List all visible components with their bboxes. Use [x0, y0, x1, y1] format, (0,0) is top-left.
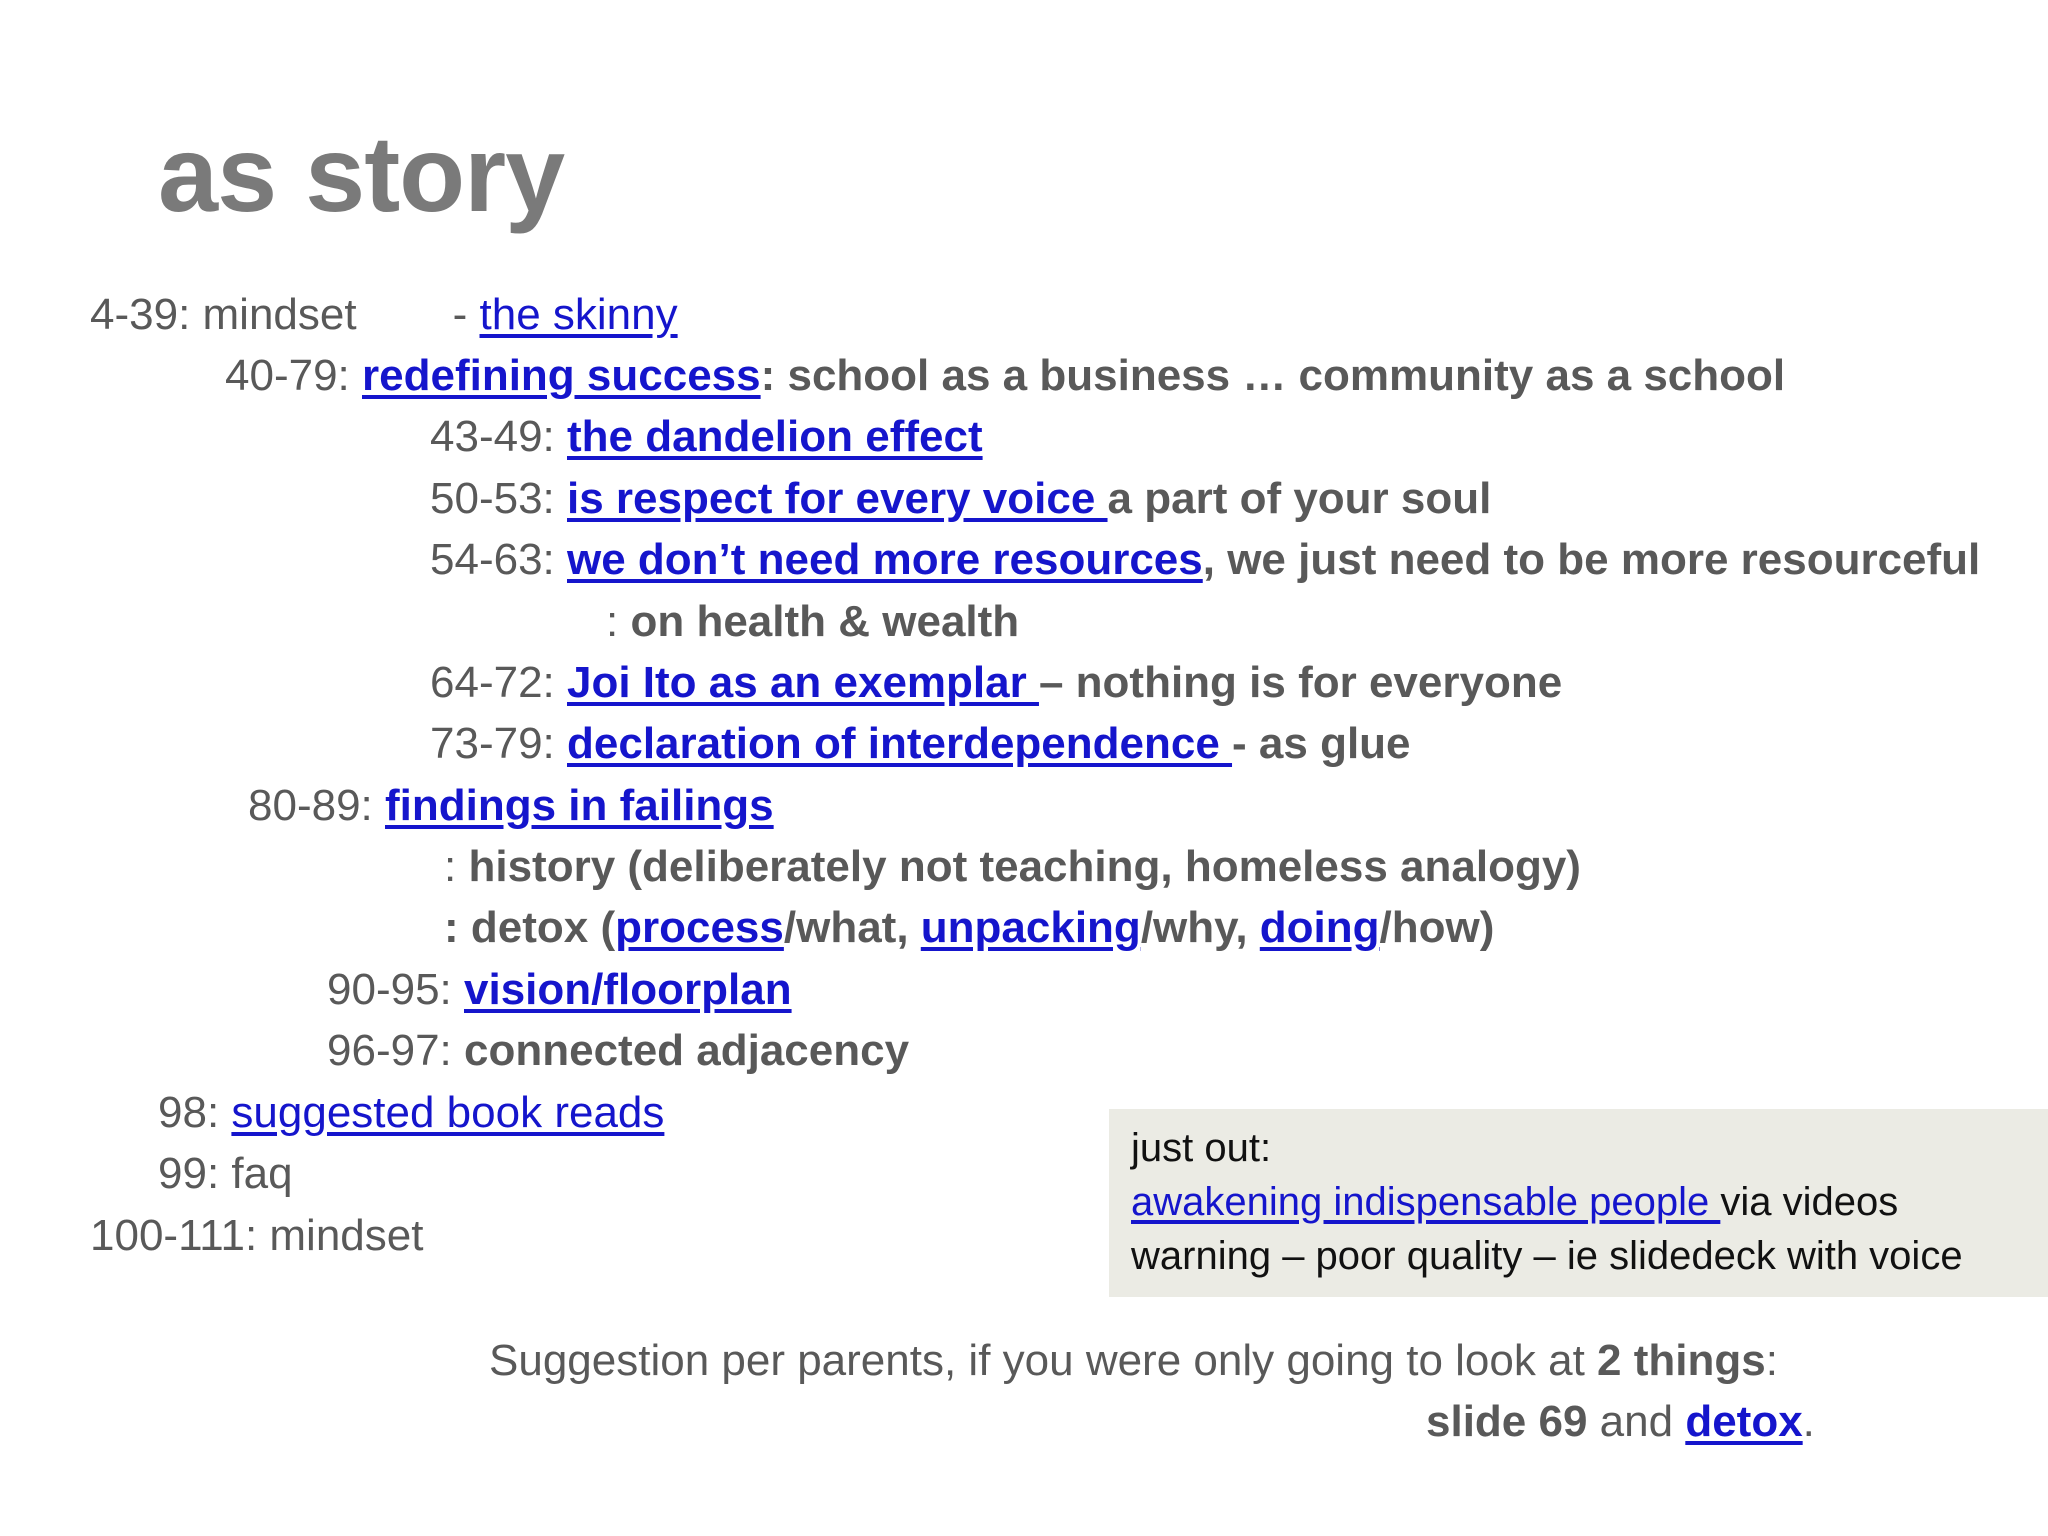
outline-line-16: [90, 1210, 423, 1262]
callout-line-2: [1131, 1177, 1898, 1227]
vision-floorplan-link[interactable]: vision/floorplan: [464, 965, 792, 1014]
suggestion-and: and: [1587, 1397, 1686, 1446]
outline-line-4: [430, 473, 1491, 525]
outline-line-5: [430, 534, 1980, 586]
joi-ito-link[interactable]: Joi Ito as an exemplar: [567, 658, 1039, 707]
section-text: on health & wealth: [630, 597, 1020, 646]
range-label: 100-111:: [90, 1211, 258, 1260]
outline-line-1: [90, 289, 678, 341]
detox-prefix: : detox (: [444, 903, 616, 952]
outline-line-8: [430, 718, 1411, 770]
the-skinny-link[interactable]: the skinny: [479, 290, 678, 339]
findings-in-failings-link[interactable]: findings in failings: [385, 781, 774, 830]
outline-line-13: [327, 1025, 909, 1077]
respect-every-voice-link[interactable]: is respect for every voice: [567, 474, 1108, 523]
range-label: 80-89:: [248, 781, 373, 830]
unpacking-link[interactable]: unpacking: [920, 903, 1141, 952]
more-resources-link[interactable]: we don’t need more resources: [567, 535, 1203, 584]
detox-mid-2: /why,: [1140, 903, 1260, 952]
outline-line-6: [606, 596, 1019, 648]
separator: -: [452, 290, 468, 339]
outline-line-2: [225, 350, 1785, 402]
section-text: history (deliberately not teaching, homeless analogy): [468, 842, 1581, 891]
outline-line-3: [430, 411, 983, 463]
section-text: mindset: [202, 290, 357, 339]
just-out-callout: [1109, 1109, 2048, 1297]
section-text: , we just need to be more resourceful: [1202, 535, 1981, 584]
section-text: - as glue: [1232, 719, 1411, 768]
section-text: : school as a business … community as a school: [760, 351, 1786, 400]
outline-line-11: [444, 902, 1494, 954]
detox-link[interactable]: detox: [1685, 1397, 1803, 1446]
range-label: 96-97:: [327, 1026, 452, 1075]
dandelion-effect-link[interactable]: the dandelion effect: [567, 412, 983, 461]
suggestion-period: .: [1802, 1397, 1815, 1446]
outline-line-15: [158, 1148, 293, 1200]
section-text: – nothing is for everyone: [1038, 658, 1563, 707]
range-label: 43-49:: [430, 412, 555, 461]
callout-heading: just out:: [1131, 1126, 1272, 1170]
outline-line-10: [444, 841, 1581, 893]
section-text: faq: [231, 1149, 293, 1198]
range-label: 50-53:: [430, 474, 555, 523]
outline-line-14: [158, 1087, 664, 1139]
callout-warning: warning – poor quality – ie slidedeck with voice: [1131, 1234, 1963, 1278]
range-label: 99:: [158, 1149, 220, 1198]
process-link[interactable]: process: [615, 903, 784, 952]
section-text: mindset: [269, 1211, 424, 1260]
suggestion-colon: :: [1765, 1336, 1778, 1385]
range-label: 4-39:: [90, 290, 191, 339]
detox-mid-1: /what,: [783, 903, 921, 952]
range-label: 54-63:: [430, 535, 555, 584]
outline-line-9: [248, 780, 774, 832]
suggestion-line-1: [489, 1335, 1778, 1387]
range-label: 90-95:: [327, 965, 452, 1014]
redefining-success-link[interactable]: redefining success: [362, 351, 761, 400]
book-reads-link[interactable]: suggested book reads: [231, 1088, 665, 1137]
suggestion-text: Suggestion per parents, if you were only going to look at: [489, 1336, 1598, 1385]
outline-line-12: [327, 964, 792, 1016]
range-label: 73-79:: [430, 719, 555, 768]
colon-label: :: [444, 842, 457, 891]
interdependence-link[interactable]: declaration of interdependence: [567, 719, 1233, 768]
slide-title: as story: [158, 113, 565, 234]
detox-suffix: /how): [1379, 903, 1495, 952]
doing-link[interactable]: doing: [1259, 903, 1380, 952]
range-label: 64-72:: [430, 658, 555, 707]
suggestion-line-2: [1426, 1396, 1815, 1448]
colon-label: :: [606, 597, 619, 646]
range-label: 40-79:: [225, 351, 350, 400]
section-text: a part of your soul: [1107, 474, 1492, 523]
slide-69-label: slide 69: [1426, 1397, 1588, 1446]
awakening-people-link[interactable]: awakening indispensable people: [1131, 1180, 1721, 1224]
callout-text: via videos: [1720, 1180, 1899, 1224]
section-text: connected adjacency: [464, 1026, 910, 1075]
suggestion-bold: 2 things: [1597, 1336, 1766, 1385]
outline-line-7: [430, 657, 1562, 709]
range-label: 98:: [158, 1088, 220, 1137]
